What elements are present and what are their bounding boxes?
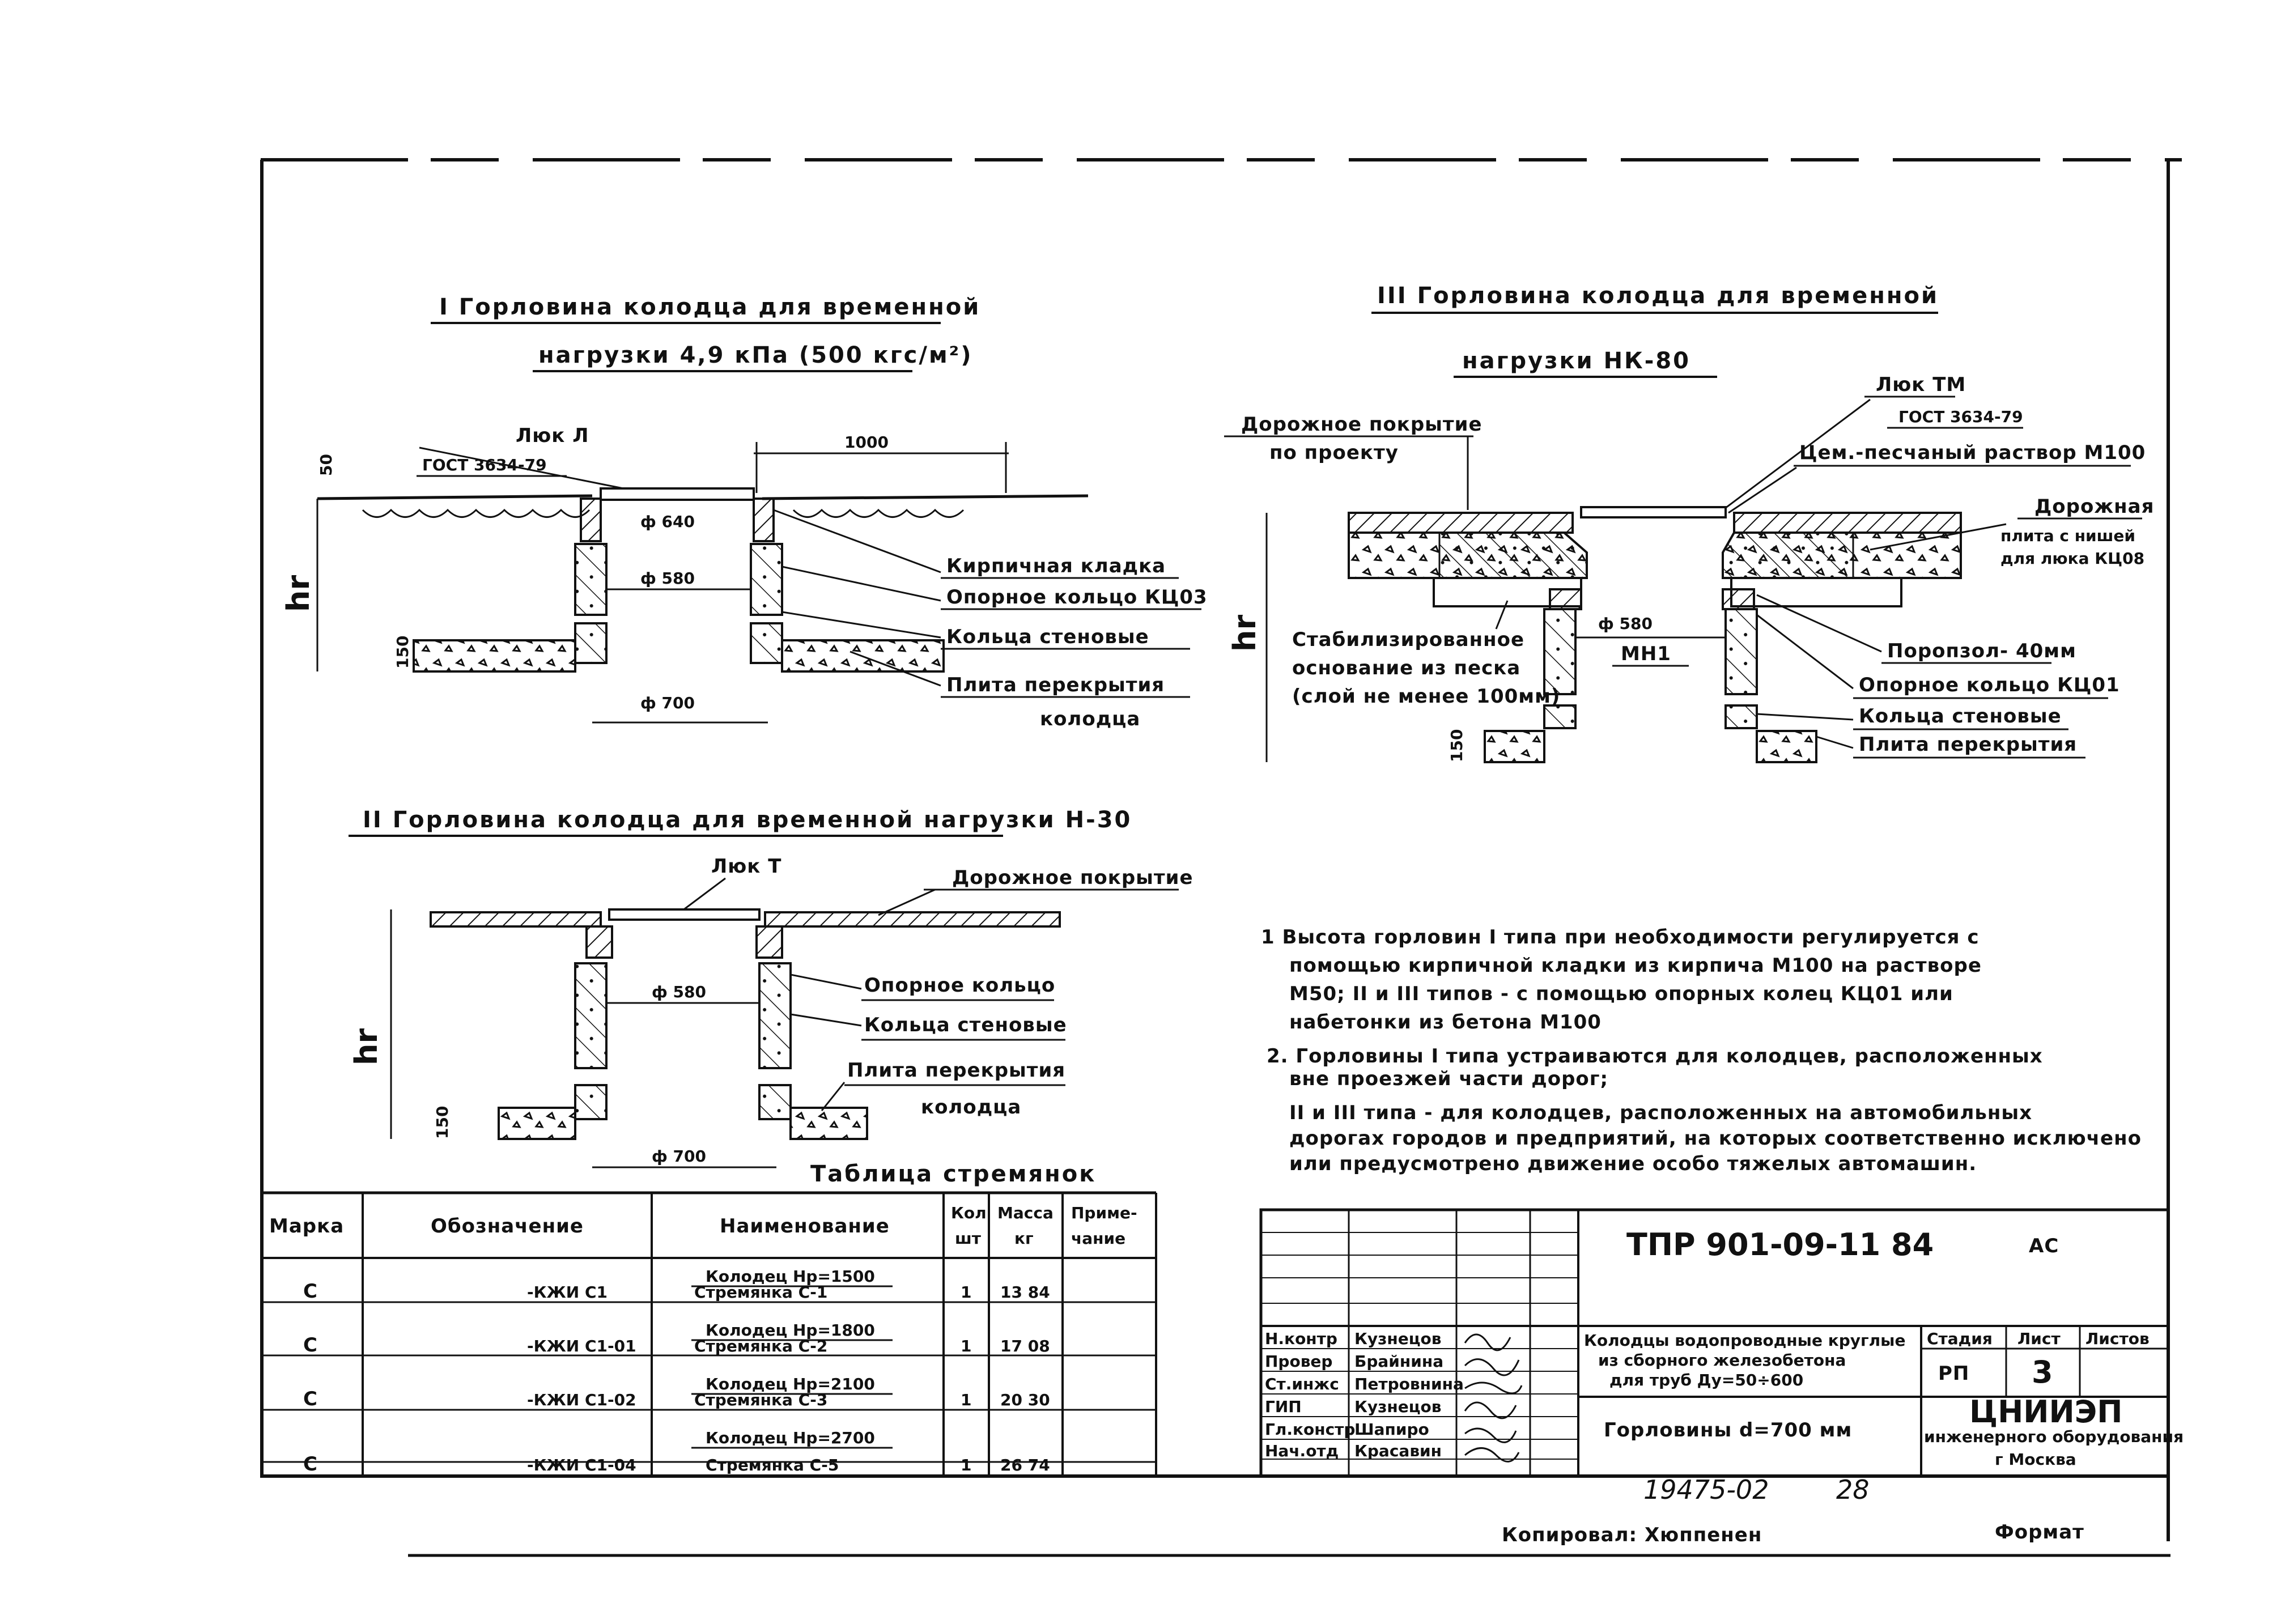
section-2-title: II Горловина колодца для временной нагрузки Н-30 [363, 807, 1132, 833]
svg-text:Кузнецов: Кузнецов [1354, 1397, 1442, 1416]
section-2-callout-wall-rings: Кольца стеновые [864, 1014, 1067, 1036]
section-3-slab-line1: Дорожная [2034, 495, 2155, 518]
svg-text:Кузнецов: Кузнецов [1354, 1329, 1442, 1348]
stamp-org-line3: г Москва [1995, 1450, 2076, 1469]
section-3-mh: МН1 [1621, 643, 1671, 665]
section-3 [1224, 283, 2154, 762]
footer [1502, 1474, 2084, 1546]
svg-text:ГИП: ГИП [1265, 1397, 1302, 1416]
row-mark: С [303, 1334, 318, 1357]
section-1-dim-hr: hr [281, 575, 316, 612]
section-3-slab-line3: для люка КЦ08 [2000, 549, 2145, 568]
stamp-code: ТПР 901-09-11 84 [1626, 1227, 1934, 1262]
stamp-role-row [1265, 1329, 1441, 1348]
section-2-hatch-label: Люк Т [711, 855, 782, 878]
section-3-d580: ф 580 [1598, 614, 1653, 633]
section-3-title-line2: нагрузки НК-80 [1462, 348, 1691, 374]
section-1 [281, 294, 1208, 730]
section-3-base-line2: основание из песка [1292, 657, 1521, 679]
row-designation: -КЖИ С1-02 [527, 1391, 636, 1409]
svg-text:Провер: Провер [1265, 1352, 1333, 1371]
section-3-hatch-label: Люк ТМ [1876, 373, 1966, 396]
notes [1261, 926, 2142, 1175]
note-line: дорогах городов и предприятий, на которых соответственно исключено [1289, 1127, 2142, 1150]
table-header-mass: Масса [997, 1204, 1054, 1222]
section-1-callout-support-ring: Опорное кольцо КЦ03 [946, 586, 1208, 609]
section-1-dim-50: 50 [317, 454, 335, 476]
row-name: Стремянка С-3 [694, 1391, 828, 1409]
row-mark: С [303, 1280, 318, 1303]
svg-text:Петровнина: Петровнина [1354, 1375, 1464, 1393]
svg-text:Ст.инжс: Ст.инжс [1265, 1375, 1339, 1393]
row-group: Колодец Hр=2700 [706, 1429, 875, 1447]
section-1-title-line1: I Горловина колодца для временной [439, 294, 981, 320]
row-designation: -КЖИ С1-01 [527, 1337, 636, 1355]
row-qty: 1 [961, 1337, 972, 1355]
table-row [303, 1267, 1050, 1303]
note-line: 2. Горловины I типа устраиваются для колодцев, расположенных [1267, 1045, 2043, 1068]
section-1-hatch-label: Люк Л [516, 424, 589, 447]
row-mass: 13 84 [1000, 1283, 1050, 1302]
row-designation: -КЖИ С1 [527, 1283, 608, 1302]
footer-page: 28 [1836, 1474, 1870, 1505]
table-header-note: Приме- [1071, 1204, 1137, 1222]
stamp-role-row [1265, 1420, 1429, 1439]
section-3-mortar: Цем.-песчаный раствор М100 [1799, 441, 2146, 464]
svg-text:Шапиро: Шапиро [1354, 1420, 1429, 1439]
table-row [303, 1375, 1050, 1410]
section-3-slab-line2: плита с нишей [2000, 526, 2135, 545]
stamp-desc-line2: из сборного железобетона [1598, 1351, 1846, 1370]
note-line: II и III типа - для колодцев, расположенных на автомобильных [1289, 1102, 2033, 1124]
section-2 [349, 807, 1193, 1167]
stamp-desc-line3: для труб Ду=50÷600 [1609, 1371, 1804, 1389]
section-1-d580: ф 580 [640, 569, 695, 588]
row-name: Стремянка С-1 [694, 1283, 828, 1302]
section-1-callout-slab-2: колодца [1040, 708, 1141, 730]
table-header-qty: Кол [951, 1204, 987, 1222]
table-header-designation: Обозначение [431, 1215, 584, 1238]
section-3-road-line2: по проекту [1269, 441, 1399, 464]
svg-text:Красавин: Красавин [1354, 1442, 1442, 1460]
row-designation: -КЖИ С1-04 [527, 1456, 636, 1474]
section-1-dim-150: 150 [393, 635, 412, 669]
stamp-desc-line1: Колодцы водопроводные круглые [1584, 1331, 1906, 1350]
section-1-d640: ф 640 [640, 512, 695, 531]
row-qty: 1 [961, 1391, 972, 1409]
note-line: вне проезжей части дорог; [1289, 1068, 1609, 1090]
section-2-dim-150: 150 [433, 1106, 452, 1139]
stamp-org-line2: инженерного оборудования [1924, 1427, 2184, 1446]
note-line: М50; II и III типов - с помощью опорных колец КЦ01 или [1289, 983, 1953, 1005]
section-2-d580: ф 580 [652, 983, 706, 1001]
note-line: 1 Высота горловин I типа при необходимости регулируется с [1261, 926, 1980, 949]
note-line: или предусмотрено движение особо тяжелых автомашин. [1289, 1153, 1977, 1175]
stamp-sheets-header: Листов [2085, 1329, 2150, 1348]
stamp-suffix: АС [2029, 1235, 2059, 1257]
section-2-callout-slab: Плита перекрытия [847, 1059, 1066, 1082]
stamp-sheet-header: Лист [2017, 1329, 2061, 1348]
row-mass: 26 74 [1000, 1456, 1050, 1474]
footer-copied: Копировал: Хюппенен [1502, 1524, 1762, 1546]
table-row [303, 1321, 1050, 1357]
row-mark: С [303, 1453, 318, 1476]
svg-text:Нач.отд: Нач.отд [1265, 1442, 1339, 1460]
footer-number: 19475-02 [1643, 1474, 1769, 1505]
row-qty: 1 [961, 1283, 972, 1302]
section-3-callout-support-ring: Опорное кольцо КЦ01 [1859, 674, 2120, 696]
section-1-dim-1000: 1000 [844, 433, 889, 452]
svg-text:Н.контр: Н.контр [1265, 1329, 1337, 1348]
section-3-title-line1: III Горловина колодца для временной [1377, 283, 1939, 309]
section-3-road-line1: Дорожное покрытие [1241, 413, 1483, 436]
section-3-gost: ГОСТ 3634-79 [1898, 407, 2023, 426]
section-3-callout-porozol: Поропзол- 40мм [1887, 640, 2076, 662]
section-3-callout-wall-rings: Кольца стеновые [1859, 705, 2062, 728]
stamp-role-row [1265, 1352, 1443, 1371]
signature-marks [1465, 1334, 1522, 1461]
row-group: Колодец Hр=2100 [706, 1375, 875, 1393]
stamp-sheet-title: Горловины d=700 мм [1604, 1419, 1853, 1442]
stamp-stage: РП [1938, 1362, 1970, 1385]
stamp-role-row [1265, 1397, 1441, 1416]
stamp-role-row [1265, 1442, 1442, 1460]
section-1-callout-masonry: Кирпичная кладка [946, 555, 1166, 577]
svg-text:Брайнина: Брайнина [1354, 1352, 1444, 1371]
stirrup-table [262, 1161, 1156, 1476]
note-line: помощью кирпичной кладки из кирпича М100 на растворе [1289, 954, 1982, 977]
section-3-dim-hr: hr [1227, 614, 1263, 652]
stamp-sheet-number: 3 [2032, 1354, 2053, 1390]
section-3-base-line1: Стабилизированное [1292, 628, 1525, 651]
section-3-base-line3: (слой не менее 100мм) [1292, 685, 1561, 708]
row-mark: С [303, 1388, 318, 1410]
section-2-d700: ф 700 [652, 1147, 706, 1166]
table-header-mark: Марка [269, 1215, 345, 1238]
stamp-role-row [1265, 1375, 1464, 1393]
svg-text:Гл.констр: Гл.констр [1265, 1420, 1356, 1439]
table-header-mass-unit: кг [1014, 1229, 1034, 1248]
table-title: Таблица стремянок [810, 1161, 1097, 1187]
title-block [1261, 1210, 2184, 1476]
table-header-note-2: чание [1071, 1229, 1126, 1248]
row-name: Стремянка С-2 [694, 1337, 828, 1355]
section-1-callout-slab: Плита перекрытия [946, 674, 1165, 696]
section-2-road-label: Дорожное покрытие [952, 866, 1193, 889]
table-header-name: Наименование [720, 1215, 890, 1238]
row-qty: 1 [961, 1456, 972, 1474]
note-line: набетонки из бетона М100 [1289, 1011, 1602, 1034]
section-2-callout-slab-2: колодца [921, 1096, 1022, 1119]
row-group: Колодец Hр=1500 [706, 1267, 875, 1286]
section-3-callout-slab: Плита перекрытия [1859, 733, 2078, 756]
section-1-callout-wall-rings: Кольца стеновые [946, 626, 1149, 648]
section-1-d700: ф 700 [640, 694, 695, 712]
row-mass: 17 08 [1000, 1337, 1050, 1355]
stamp-org-line1: ЦНИИЭП [1969, 1394, 2123, 1430]
row-name: Стремянка С-5 [706, 1456, 839, 1474]
row-group: Колодец Hр=1800 [706, 1321, 875, 1340]
section-1-gost: ГОСТ 3634-79 [422, 456, 547, 474]
section-3-dim-150: 150 [1447, 729, 1466, 762]
footer-format: Формат [1995, 1521, 2084, 1544]
table-row [303, 1429, 1050, 1476]
section-1-title-line2: нагрузки 4,9 кПа (500 кгс/м²) [538, 342, 973, 368]
row-mass: 20 30 [1000, 1391, 1050, 1409]
table-header-qty-unit: шт [955, 1229, 981, 1248]
section-2-callout-support-ring: Опорное кольцо [864, 974, 1056, 997]
stamp-stage-header: Стадия [1927, 1329, 1993, 1348]
section-2-dim-hr: hr [349, 1028, 384, 1065]
